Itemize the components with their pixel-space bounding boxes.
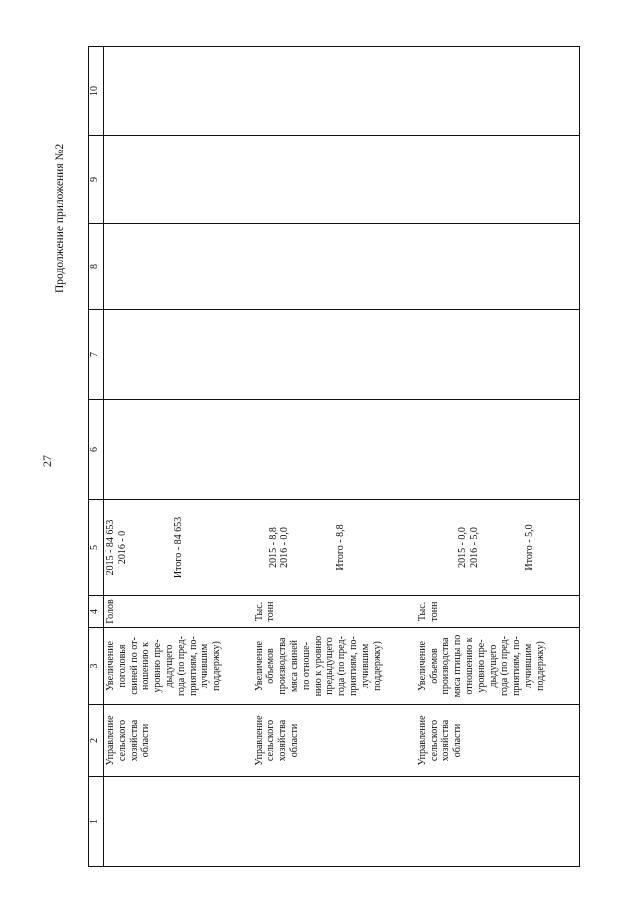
cell-indicator: Увеличение поголовья свиней по от- ношению к уровню пре- дыдущего года (по пред- приятиям, по- лучившим поддержку): [104, 628, 253, 705]
appendix-table: [88, 46, 580, 867]
cell-unit: Голов: [104, 596, 253, 628]
cell-col7: [104, 310, 253, 400]
cell-col9: [253, 136, 416, 224]
col-header-9: 9: [89, 136, 104, 224]
col-header-3: 3: [89, 628, 104, 705]
col-header-5: 5: [89, 500, 104, 596]
cell-values-total: Итого - 84 653: [172, 516, 184, 579]
cell-col8: [416, 224, 580, 310]
cell-col1: [416, 777, 580, 867]
cell-col1: [253, 777, 416, 867]
table-row: [104, 47, 253, 867]
cell-col7: [253, 310, 416, 400]
col-header-10: 10: [89, 47, 104, 136]
cell-unit: Тыс. тонн: [253, 596, 416, 628]
col-header-4: 4: [89, 596, 104, 628]
page-number: 27: [40, 455, 54, 467]
cell-col10: [104, 47, 253, 136]
cell-responsible: Управление сельского хозяйства области: [104, 705, 253, 777]
cell-values-years: 2015 - 8,8 2016 - 0,0: [267, 527, 291, 568]
cell-values-total: Итого - 5,0: [524, 524, 536, 571]
cell-col1: [104, 777, 253, 867]
cell-indicator: Увеличение объемов производства мяса птицы по отношению к уровню пре- дыдущего года (по пред- приятиям, по- лучившим поддержку): [416, 628, 580, 705]
table-row: [416, 47, 580, 867]
cell-values: [104, 500, 253, 596]
cell-values-total: Итого - 8,8: [335, 524, 347, 571]
cell-col7: [416, 310, 580, 400]
cell-col6: [104, 400, 253, 500]
cell-col8: [104, 224, 253, 310]
cell-col6: [253, 400, 416, 500]
cell-responsible: Управление сельского хозяйства области: [253, 705, 416, 777]
table-row: [253, 47, 416, 867]
cell-values-years: 2015 - 0,0 2016 - 5,0: [456, 527, 480, 568]
cell-values: [253, 500, 416, 596]
col-header-7: 7: [89, 310, 104, 400]
header-row: [89, 47, 104, 867]
continuation-caption: Продолжение приложения №2: [54, 143, 66, 293]
cell-col6: [416, 400, 580, 500]
cell-responsible: Управление сельского хозяйства области: [416, 705, 580, 777]
col-header-8: 8: [89, 224, 104, 310]
cell-indicator: Увеличение объемов производства мяса свиней по отноше- нию к уровню предыдущего года (по пред- приятиям, по- лучившим поддержку): [253, 628, 416, 705]
col-header-1: 1: [89, 777, 104, 867]
cell-values-years: 2015 - 84 653 2016 - 0: [105, 519, 128, 576]
cell-col10: [416, 47, 580, 136]
cell-col9: [104, 136, 253, 224]
cell-values: [416, 500, 580, 596]
cell-col9: [416, 136, 580, 224]
col-header-2: 2: [89, 705, 104, 777]
cell-col10: [253, 47, 416, 136]
cell-col8: [253, 224, 416, 310]
col-header-6: 6: [89, 400, 104, 500]
cell-unit: Тыс. тонн: [416, 596, 580, 628]
